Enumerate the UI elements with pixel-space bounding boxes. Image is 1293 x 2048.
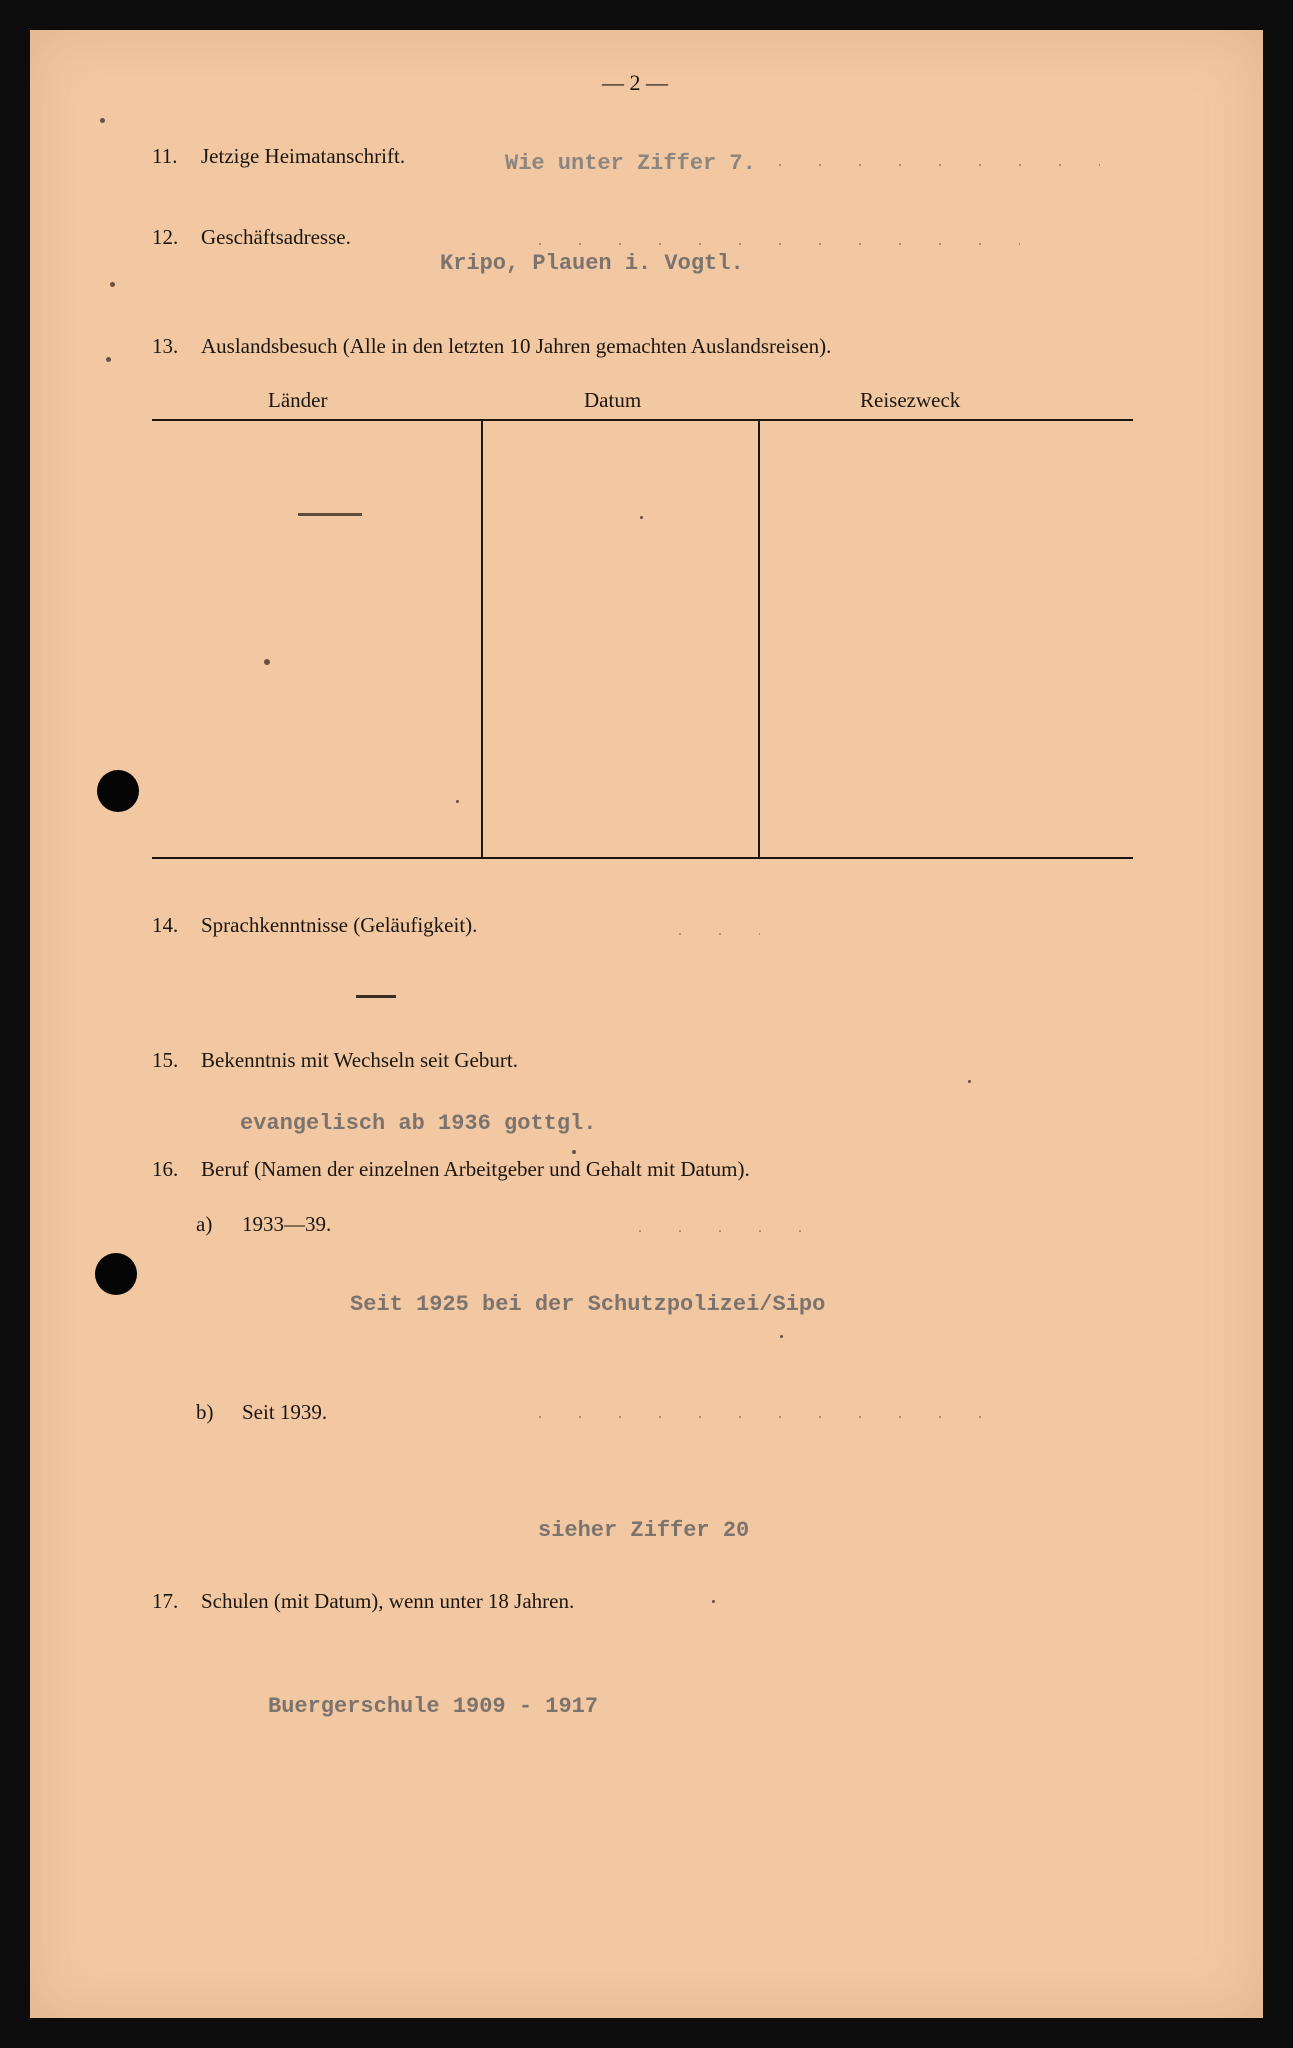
paper-speck (572, 1150, 576, 1154)
section-14-text: Sprachkenntnisse (Geläufigkeit). (201, 913, 478, 937)
section-16b-label (196, 1400, 327, 1425)
paper-speck (264, 659, 270, 665)
section-17-label (152, 1589, 574, 1614)
section-16-label (152, 1157, 750, 1182)
empty-entry-dash (356, 995, 396, 998)
section-15-number: 15. (152, 1048, 179, 1072)
empty-entry-dash (298, 513, 362, 516)
section-12-number: 12. (152, 225, 179, 249)
section-15-typed-answer: evangelisch ab 1936 gottgl. (240, 1111, 597, 1136)
section-12-text: Geschäftsadresse. (201, 225, 351, 249)
table-bottom-rule (152, 857, 1133, 859)
section-15-label (152, 1048, 518, 1073)
section-16b-letter: b) (196, 1400, 214, 1424)
section-17-typed-answer: Buergerschule 1909 - 1917 (268, 1694, 599, 1719)
paper-speck (780, 1335, 783, 1338)
section-16a-label (196, 1212, 331, 1237)
paper-speck (456, 800, 459, 803)
section-12-label (152, 225, 351, 250)
table-header-purpose: Reisezweck (860, 388, 961, 412)
section-14-label (152, 913, 477, 938)
paper-speck (106, 357, 111, 362)
punch-hole-upper (97, 770, 139, 812)
dotted-line (660, 933, 760, 935)
paper-speck (640, 516, 643, 519)
punch-hole-lower (95, 1253, 137, 1295)
form-page (30, 30, 1263, 2018)
paper-speck (110, 282, 115, 287)
table-header-countries: Länder (268, 388, 328, 412)
section-16b-period: Seit 1939. (242, 1400, 328, 1424)
section-16a-letter: a) (196, 1212, 213, 1236)
section-17-text: Schulen (mit Datum), wenn unter 18 Jahren. (201, 1589, 575, 1613)
section-13-number: 13. (152, 334, 179, 358)
table-column-divider-1 (481, 421, 483, 857)
section-13-label (152, 334, 831, 359)
section-14-number: 14. (152, 913, 179, 937)
paper-speck (100, 118, 105, 123)
section-16-text: Beruf (Namen der einzelnen Arbeitgeber und Gehalt mit Datum). (201, 1157, 750, 1181)
section-13-text: Auslandsbesuch (Alle in den letzten 10 Jahren gemachten Auslandsreisen). (201, 334, 832, 358)
section-16a-typed-answer: Seit 1925 bei der Schutzpolizei/Sipo (350, 1292, 826, 1317)
table-top-rule (152, 419, 1133, 421)
dotted-line (520, 1416, 1010, 1418)
table-column-divider-2 (758, 421, 760, 857)
dotted-line (520, 243, 1020, 245)
section-12-typed-answer: Kripo, Plauen i. Vogtl. (440, 251, 744, 276)
section-11-number: 11. (152, 144, 178, 168)
section-11-label (152, 144, 405, 169)
section-11-typed-answer: Wie unter Ziffer 7. (505, 151, 756, 176)
section-16-number: 16. (152, 1157, 179, 1181)
table-header-date: Datum (584, 388, 642, 412)
dotted-line (620, 1230, 820, 1232)
section-15-text: Bekenntnis mit Wechseln seit Geburt. (201, 1048, 518, 1072)
paper-speck (968, 1080, 971, 1083)
section-16a-period: 1933—39. (242, 1212, 332, 1236)
dotted-line (760, 164, 1100, 166)
section-16b-typed-answer: sieher Ziffer 20 (538, 1518, 750, 1543)
section-11-text: Jetzige Heimatanschrift. (201, 144, 406, 168)
paper-speck (712, 1600, 715, 1603)
section-17-number: 17. (152, 1589, 179, 1613)
page-number: — 2 — (602, 70, 668, 95)
